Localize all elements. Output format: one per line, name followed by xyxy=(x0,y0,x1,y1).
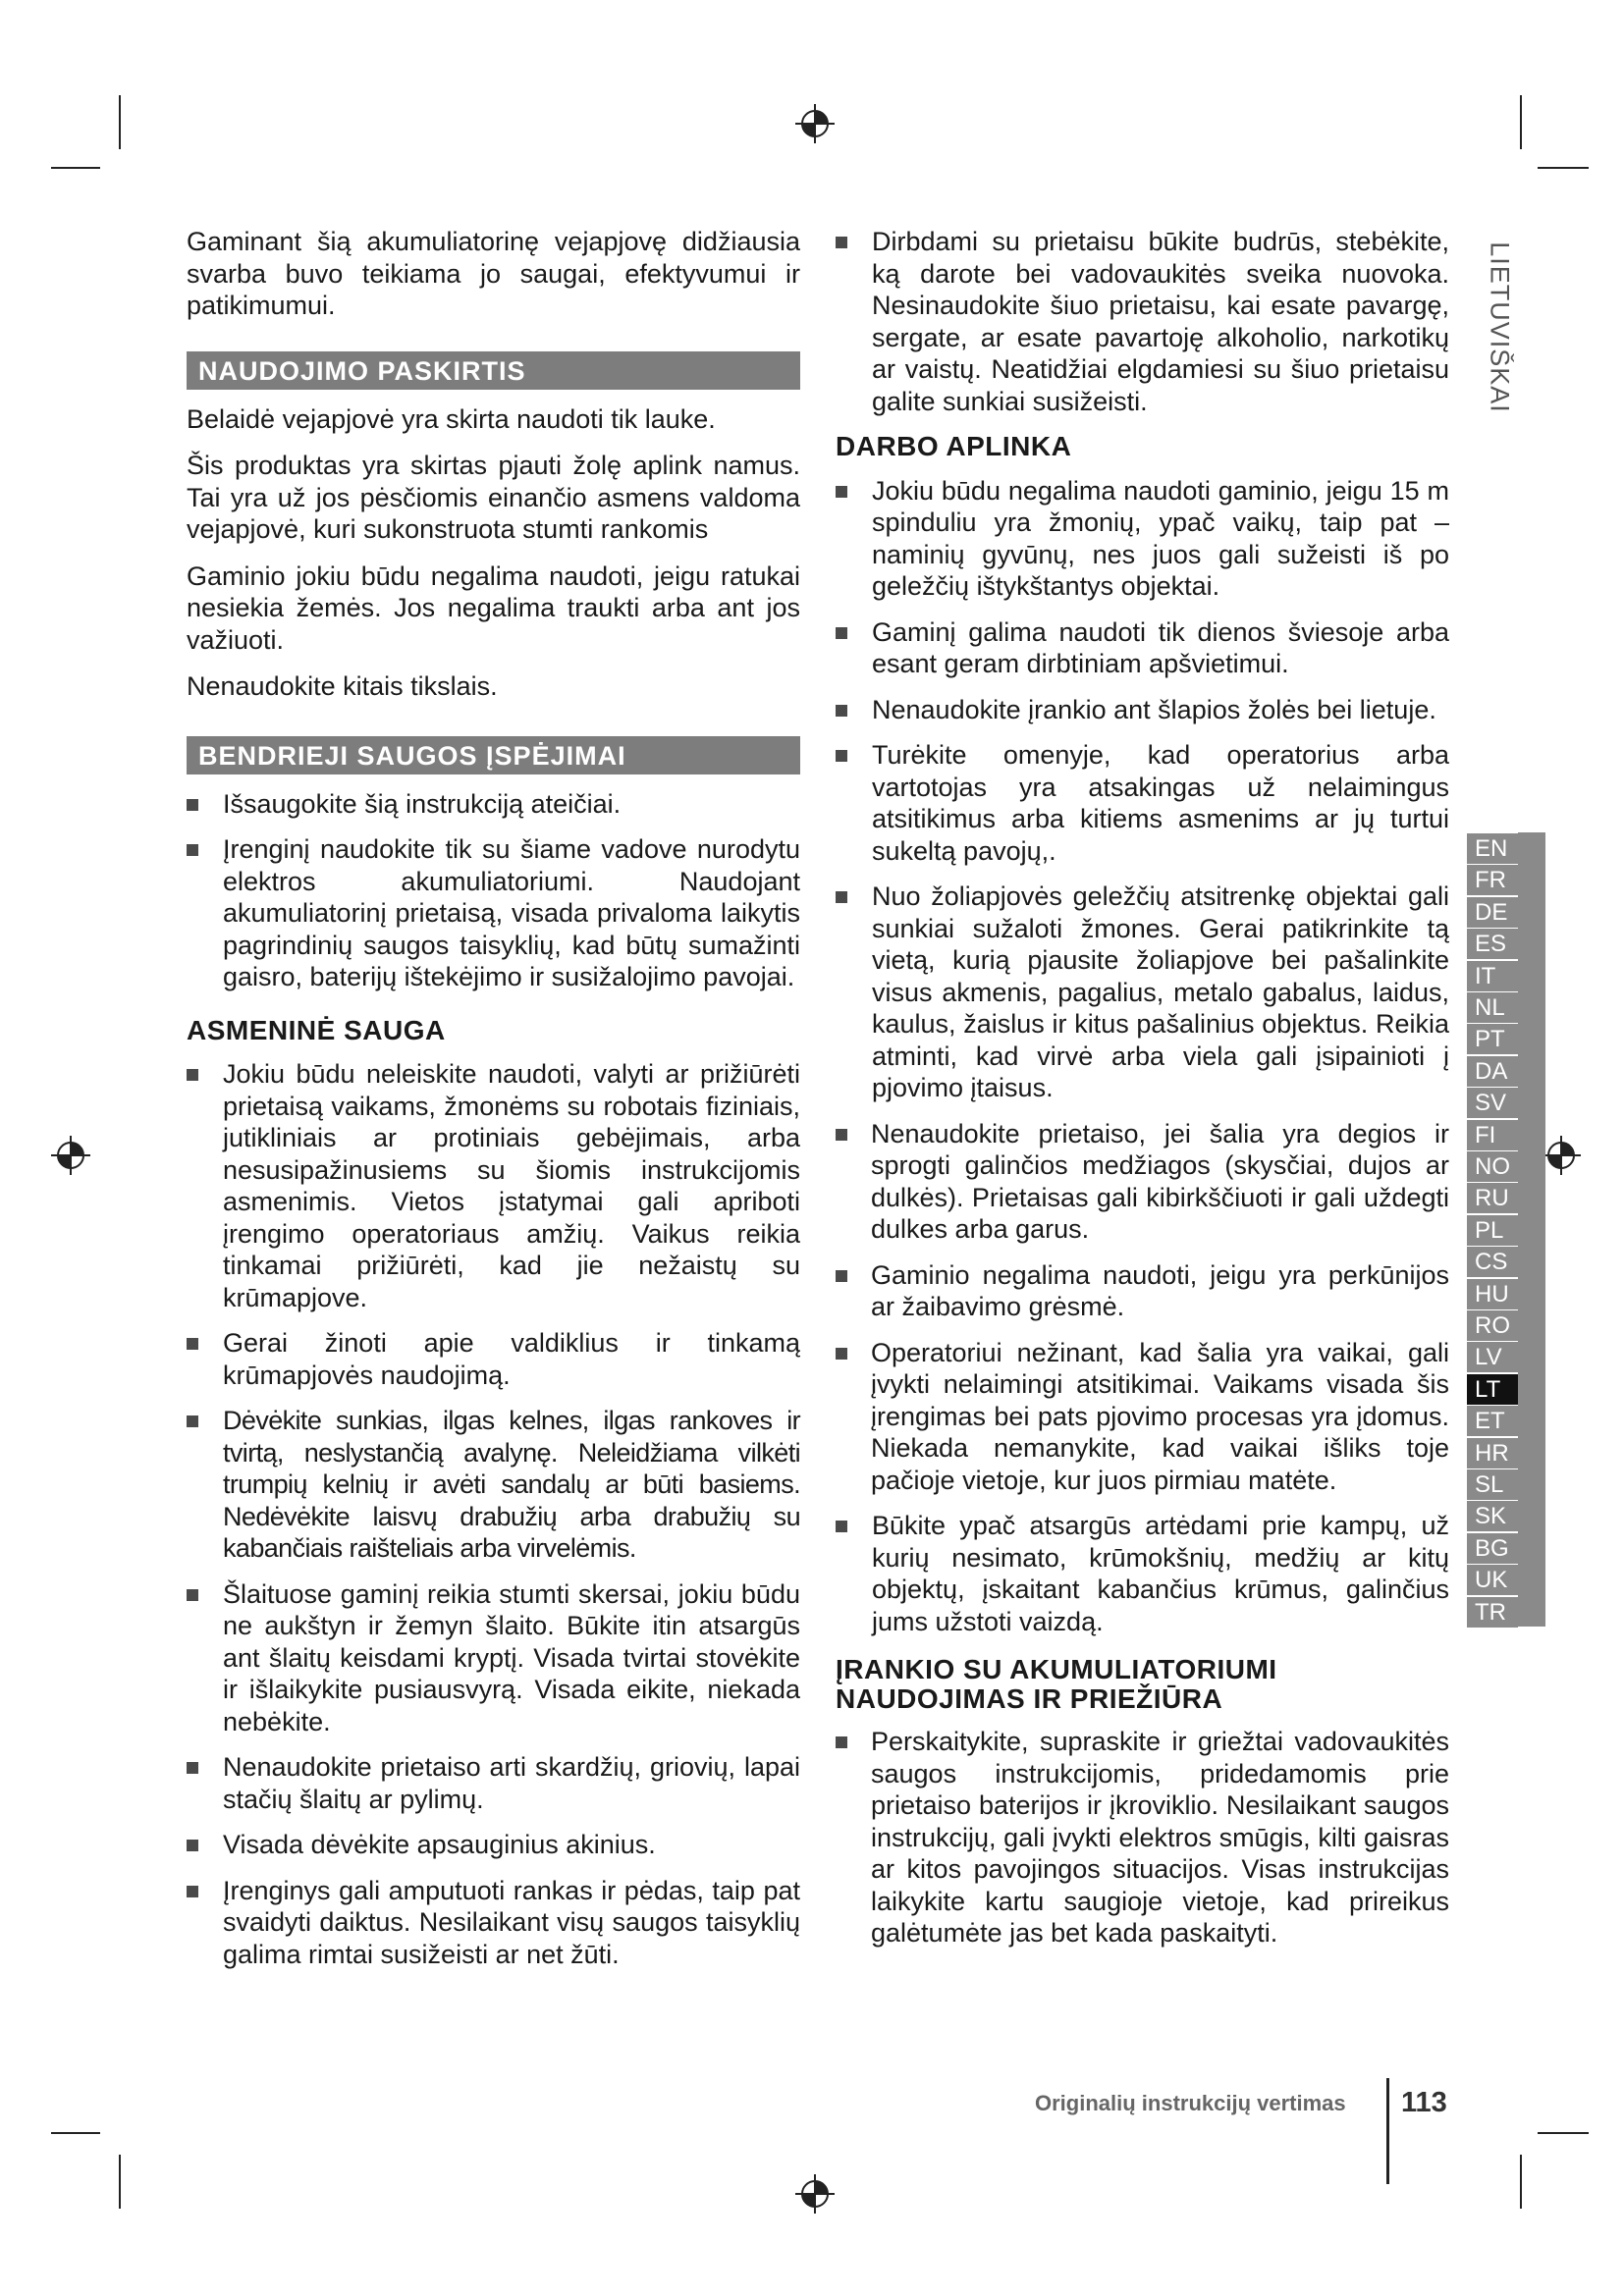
language-tab-de: DE xyxy=(1467,896,1518,928)
language-tab-fr: FR xyxy=(1467,864,1518,895)
language-tab-uk: UK xyxy=(1467,1564,1518,1595)
language-tab-tr: TR xyxy=(1467,1596,1518,1628)
list-item: Jokiu būdu negalima naudoti gaminio, jeigu 15 m spinduliu yra žmonių, ypač vaikų, taip pat – naminių gyvūnų, nes juos gali sužeisti iš po geležčių ištykštantys objektai. xyxy=(836,475,1449,603)
list-item: Išsaugokite šią instrukciją ateičiai. xyxy=(187,788,800,821)
list-item: Dirbdami su prietaisu būkite budrūs, stebėkite, ką darote bei vadovaukitės sveika nuovoka. Nesinaudokite šiuo prietaisu, kai esate pavargę, sergate, ar esate pavartoję alkoholio, narkotikų ar vaistų. Neatidžiai elgdamiesi su šiuo prietaisu galite sunkiai susižeisti. xyxy=(836,226,1449,417)
list-item: Nenaudokite prietaiso, jei šalia yra degios ir sprogti galinčios medžiagos (skysčiai, dujos ar dulkės). Prietaisas gali kibirkščiuoti ir gali uždegti dulkes arba garus. xyxy=(836,1118,1449,1246)
language-title-text: LIETUVIŠKAI xyxy=(1485,241,1515,413)
language-tab-en: EN xyxy=(1467,832,1518,864)
language-tab-ru: RU xyxy=(1467,1182,1518,1213)
list-item: Turėkite omenyje, kad operatorius arba vartotojas yra atsakingas už nelaimingus atsitikimus arba kitiems asmenims ar jų turtui sukeltą pavojų,. xyxy=(836,739,1449,867)
list-item: Nenaudokite prietaiso arti skardžių, griovių, lapai stačių šlaitų ar pylimų. xyxy=(187,1751,800,1815)
language-tab-sv: SV xyxy=(1467,1087,1518,1118)
list-item: Perskaitykite, supraskite ir griežtai vadovaukitės saugos instrukcijomis, pridedamomis prie prietaiso baterijos ir įkroviklio. Nesilaikant saugos instrukcijų, gali įvykti elektros smūgis, kilti gaisras ar kitos pavojingos situacijos. Visas instrukcijas laikykite kartu saugioje vietoje, kad prireikus galėtumėte jas bet kada paskaityti. xyxy=(836,1726,1449,1949)
footer-divider xyxy=(1386,2078,1389,2184)
crop-mark xyxy=(1520,2155,1522,2209)
language-tab-hu: HU xyxy=(1467,1278,1518,1309)
crop-mark xyxy=(119,95,121,149)
list-item: Būkite ypač atsargūs artėdami prie kampų, už kurių nesimato, krūmokšnių, medžių ar kitų objektų, įskaitant kabančius krūmus, galinčius jums užstoti vaizdą. xyxy=(836,1510,1449,1637)
section-heading-asmenine: ASMENINĖ SAUGA xyxy=(187,1014,446,1045)
paragraph: Gaminio jokiu būdu negalima naudoti, jeigu ratukai nesiekia žemės. Jos negalima traukti arba ant jos važiuoti. xyxy=(187,561,800,655)
crop-mark xyxy=(1538,167,1589,169)
crop-mark xyxy=(51,167,100,169)
language-title-vertical xyxy=(1482,234,1515,425)
language-tab-pt: PT xyxy=(1467,1023,1518,1054)
list-item: Dėvėkite sunkias, ilgas kelnes, ilgas rankoves ir tvirtą, neslystančią avalynę. Neleidžiama vilkėti trumpių kelnių ir avėti sandalų ar būti basiems. Nedėvėkite laisvų drabužių arba drabužių su kabančiais raišteliais arba virvelėmis. xyxy=(187,1405,800,1565)
section-heading-irankio xyxy=(836,1655,1449,1714)
language-tab-sk: SK xyxy=(1467,1500,1518,1531)
page-number: 113 xyxy=(1401,2087,1447,2118)
list-item: Įrenginys gali amputuoti rankas ir pėdas, taip pat svaidyti daiktus. Nesilaikant visų saugos taisyklių galima rimtai susižeisti ar net žūti. xyxy=(187,1875,800,1971)
paragraph: Šis produktas yra skirtas pjauti žolę aplink namus. Tai yra už jos pėsčiomis einančio asmens valdoma vejapjovė, kuri sukonstruota stumti rankomis xyxy=(187,451,800,544)
language-tab-pl: PL xyxy=(1467,1214,1518,1246)
list-item: Įrenginį naudokite tik su šiame vadove nurodytu elektros akumuliatoriumi. Naudojant akumuliatorinį prietaisą, visada privaloma laikytis pagrindinių saugos taisyklių, kad būtų sumažinti gaisro, baterijų ištekėjimo ir susižalojimo pavojai. xyxy=(187,833,800,993)
section-header-naudojimo: NAUDOJIMO PASKIRTIS xyxy=(187,351,800,390)
list-item: Gaminio negalima naudoti, jeigu yra perkūnijos ar žaibavimo grėsmė. xyxy=(836,1259,1449,1323)
language-tab-no: NO xyxy=(1467,1150,1518,1182)
language-tab-et: ET xyxy=(1467,1405,1518,1436)
language-tab-es: ES xyxy=(1467,928,1518,959)
language-tab-bg: BG xyxy=(1467,1532,1518,1564)
crop-mark xyxy=(1538,2132,1589,2134)
heading-line: ĮRANKIO SU AKUMULIATORIUMI xyxy=(836,1654,1277,1684)
crop-mark xyxy=(51,2132,100,2134)
crop-mark xyxy=(119,2155,121,2209)
language-tab-fi: FI xyxy=(1467,1119,1518,1150)
right-column xyxy=(836,226,1449,1963)
list-item: Jokiu būdu neleiskite naudoti, valyti ar prižiūrėti prietaisą vaikams, žmonėms su robotais fiziniais, jutikliniais ar protiniais gebėjimais, arba nesusipažinusiems su šiomis instrukcijomis asmenimis. Vietos įstatymai gali apriboti įrengimo operatoriaus amžių. Vaikus reikia tinkamai prižiūrėti, kad jie nežaistų su krūmapjove. xyxy=(187,1058,800,1313)
list-item: Operatoriui nežinant, kad šalia yra vaikai, gali įvykti nelaimingi atsitikimai. Vaikams visada šis įrengimas bei pats pjovimo procesas yra įdomus. Niekada nemanykite, kad vaikai išliks toje pačioje vietoje, kur juos pirmiau matėte. xyxy=(836,1337,1449,1497)
list-item: Šlaituose gaminį reikia stumti skersai, jokiu būdu ne aukštyn ir žemyn šlaito. Būkite itin atsargūs ant šlaitų keisdami kryptį. Visada tvirtai stovėkite ir išlaikykite pusiausvyrą. Visada eikite, niekada nebėkite. xyxy=(187,1578,800,1738)
list-item: Nenaudokite įrankio ant šlapios žolės bei lietuje. xyxy=(836,694,1449,726)
language-tab-hr: HR xyxy=(1467,1437,1518,1468)
intro-paragraph: Gaminant šią akumuliatorinę vejapjovę didžiausia svarba buvo teikiama jo saugai, efektyvumui ir patikimumui. xyxy=(187,227,800,320)
language-tab-it: IT xyxy=(1467,960,1518,991)
list-item: Gerai žinoti apie valdiklius ir tinkamą krūmapjovės naudojimą. xyxy=(187,1327,800,1391)
language-tab-nl: NL xyxy=(1467,991,1518,1023)
list-item: Nuo žoliapjovės geležčių atsitrenkę objektai gali sunkiai sužaloti žmones. Gerai patikrinkite tą vietą, kurią pjausite žoliapjove bei pašalinkite visus akmenis, pagalius, metalo gabalus, laidus, kaulus, žaislus ir kitus pašalinius objektus. Reikia atminti, kad virvė arba viela gali įsipainioti į pjovimo įtaisus. xyxy=(836,881,1449,1104)
language-tab-sl: SL xyxy=(1467,1468,1518,1500)
language-tab-ro: RO xyxy=(1467,1309,1518,1341)
section-header-bendrieji: BENDRIEJI SAUGOS ĮSPĖJIMAI xyxy=(187,736,800,774)
registration-mark-icon xyxy=(1540,1134,1583,1177)
language-tab-da: DA xyxy=(1467,1055,1518,1087)
language-tab-lv: LV xyxy=(1467,1341,1518,1372)
list-item: Gaminį galima naudoti tik dienos šviesoje arba esant geram dirbtiniam apšvietimui. xyxy=(836,616,1449,680)
footer-text: Originalių instrukcijų vertimas xyxy=(1035,2091,1346,2115)
paragraph: Nenaudokite kitais tikslais. xyxy=(187,671,498,701)
heading-line: NAUDOJIMAS IR PRIEŽIŪRA xyxy=(836,1683,1223,1714)
language-tab-lt: LT xyxy=(1467,1373,1518,1405)
crop-mark xyxy=(1520,95,1522,149)
registration-mark-icon xyxy=(793,102,837,145)
left-column xyxy=(187,226,800,1984)
language-tab-cs: CS xyxy=(1467,1246,1518,1277)
registration-mark-icon xyxy=(49,1134,92,1177)
list-item: Visada dėvėkite apsauginius akinius. xyxy=(187,1829,800,1861)
language-tab-strip xyxy=(1518,832,1545,1627)
paragraph: Belaidė vejapjovė yra skirta naudoti tik lauke. xyxy=(187,403,716,434)
section-heading-darbo: DARBO APLINKA xyxy=(836,431,1072,461)
registration-mark-icon xyxy=(793,2172,837,2216)
